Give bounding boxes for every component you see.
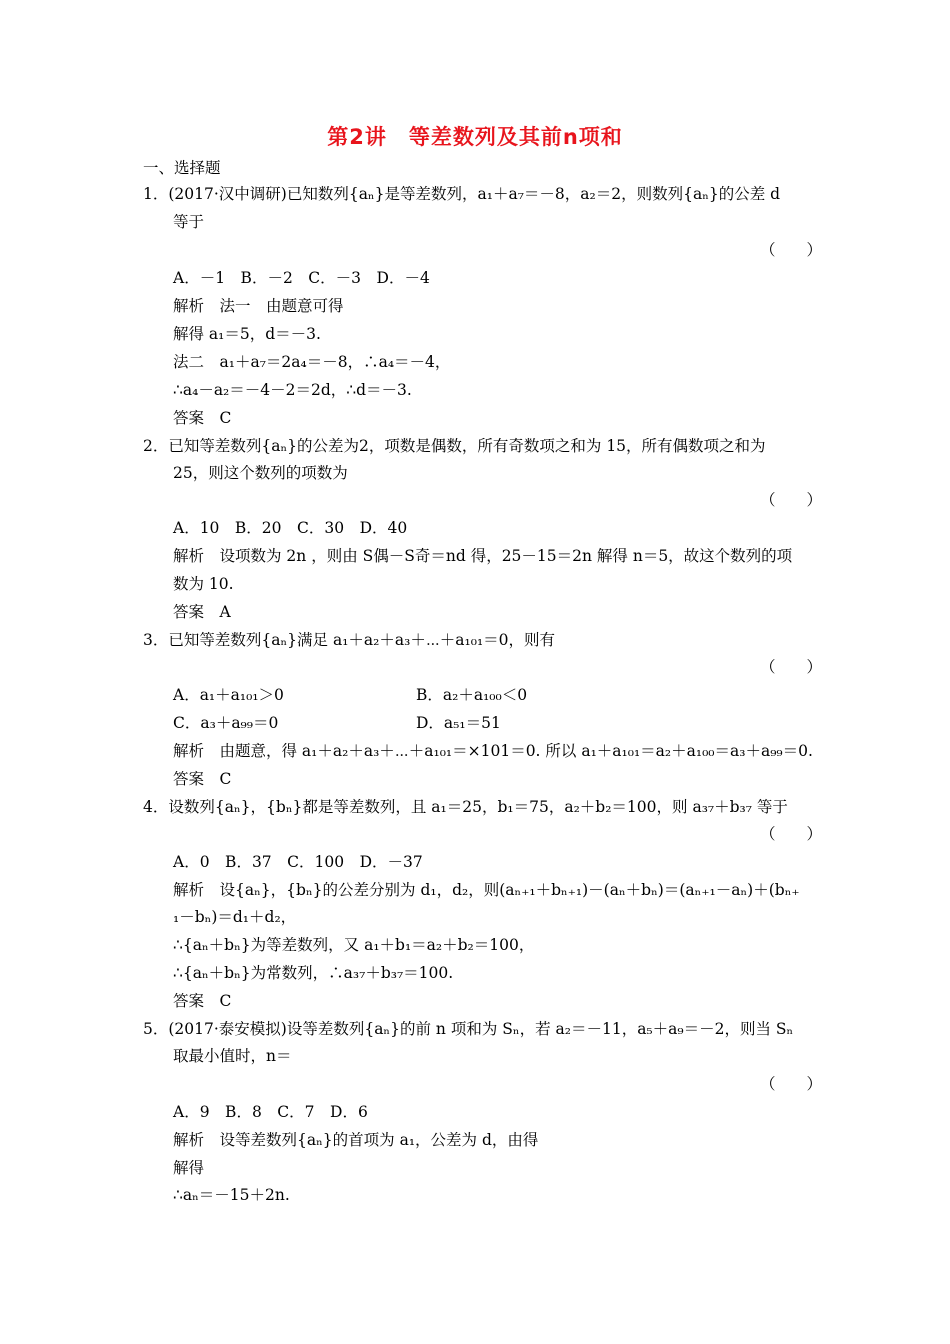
q4-options: A．0 B．37 C．100 D．－37 bbox=[173, 853, 423, 871]
q4-answer-blank: （ ） bbox=[760, 825, 823, 843]
q3-option-d: D．a₅₁＝51 bbox=[416, 714, 501, 732]
q5-stem-line1: 5．(2017·泰安模拟)设等差数列{aₙ}的前 n 项和为 Sₙ，若 a₂＝－11，a₅＋a₉＝－2，则当 Sₙ bbox=[143, 1020, 794, 1038]
q1-solution-line3: 法二 a₁＋a₇＝2a₄＝－8，∴a₄＝－4， bbox=[173, 353, 451, 371]
section-heading: 一、选择题 bbox=[143, 159, 221, 177]
page-title: 第2讲 等差数列及其前n项和 bbox=[327, 125, 623, 149]
q3-option-c: C．a₃＋a₉₉＝0 bbox=[173, 714, 279, 732]
q4-answer: 答案 C bbox=[173, 992, 232, 1010]
q1-options: A．－1 B．－2 C．－3 D．－4 bbox=[173, 269, 430, 287]
q4-solution-line3: ∴{aₙ＋bₙ}为等差数列，又 a₁＋b₁＝a₂＋b₂＝100， bbox=[173, 936, 535, 954]
q1-solution-line2: 解得 a₁＝5，d＝－3. bbox=[173, 325, 321, 343]
q4-stem-line1: 4．设数列{aₙ}，{bₙ}都是等差数列，且 a₁＝25，b₁＝75，a₂＋b₂＝100，则 a₃₇＋b₃₇ 等于 bbox=[143, 798, 788, 816]
q3-answer-blank: （ ） bbox=[760, 658, 823, 676]
q5-solution-line1: 解析 设等差数列{aₙ}的首项为 a₁，公差为 d，由得 bbox=[173, 1131, 539, 1149]
q4-solution-line4: ∴{aₙ＋bₙ}为常数列，∴a₃₇＋b₃₇＝100. bbox=[173, 964, 454, 982]
q2-answer-blank: （ ） bbox=[760, 491, 823, 509]
q2-stem-line1: 2．已知等差数列{aₙ}的公差为2，项数是偶数，所有奇数项之和为 15，所有偶数项之和为 bbox=[143, 437, 766, 455]
q1-stem-line2: 等于 bbox=[173, 213, 205, 231]
q3-solution-line1: 解析 由题意，得 a₁＋a₂＋a₃＋⋯＋a₁₀₁＝×101＝0. 所以 a₁＋a₁₀₁＝a₂＋a₁₀₀＝a₃＋a₉₉＝0. bbox=[173, 742, 813, 760]
q5-stem-line2: 取最小值时，n＝ bbox=[173, 1047, 292, 1065]
q1-answer-blank: （ ） bbox=[760, 241, 823, 259]
q2-solution-line1: 解析 设项数为 2n ，则由 S偶－S奇＝nd 得，25－15＝2n 解得 n＝5，故这个数列的项 bbox=[173, 547, 793, 565]
q3-answer: 答案 C bbox=[173, 770, 232, 788]
q3-option-b: B．a₂＋a₁₀₀＜0 bbox=[416, 686, 528, 704]
q3-option-a: A．a₁＋a₁₀₁＞0 bbox=[173, 686, 284, 704]
q1-answer: 答案 C bbox=[173, 409, 232, 427]
q2-options: A．10 B．20 C．30 D．40 bbox=[173, 519, 408, 537]
q2-solution-line2: 数为 10. bbox=[173, 575, 234, 593]
q1-solution-line4: ∴a₄－a₂＝－4－2＝2d，∴d＝－3. bbox=[173, 381, 412, 399]
q2-answer: 答案 A bbox=[173, 603, 231, 621]
q2-stem-line2: 25，则这个数列的项数为 bbox=[173, 464, 348, 482]
q5-answer-blank: （ ） bbox=[760, 1075, 823, 1093]
q1-solution-line1: 解析 法一 由题意可得 bbox=[173, 297, 344, 315]
q4-solution-line1: 解析 设{aₙ}，{bₙ}的公差分别为 d₁，d₂，则(aₙ₊₁＋bₙ₊₁)－(aₙ＋bₙ)＝(aₙ₊₁－aₙ)＋(bₙ₊ bbox=[173, 881, 800, 899]
q5-options: A．9 B．8 C．7 D．6 bbox=[173, 1103, 368, 1121]
q1-stem-line1: 1．(2017·汉中调研)已知数列{aₙ}是等差数列，a₁＋a₇＝－8，a₂＝2，则数列{aₙ}的公差 d bbox=[143, 185, 781, 203]
q5-solution-line2: 解得 bbox=[173, 1159, 205, 1177]
q3-stem-line1: 3．已知等差数列{aₙ}满足 a₁＋a₂＋a₃＋⋯＋a₁₀₁＝0，则有 bbox=[143, 631, 556, 649]
q4-solution-line2: ₁－bₙ)＝d₁＋d₂， bbox=[173, 908, 297, 926]
q5-solution-line3: ∴aₙ＝－15＋2n. bbox=[173, 1186, 290, 1204]
